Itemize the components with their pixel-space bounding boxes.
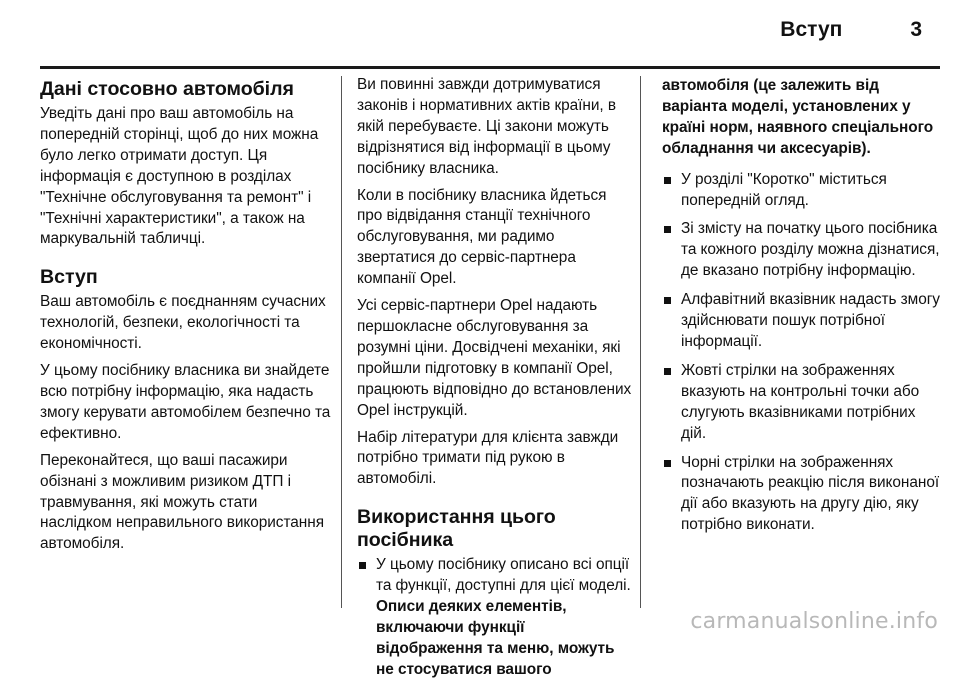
paragraph-intro-1: Ваш автомобіль є поєднанням сучасних технологій, безпеки, екологічності та економічності. (40, 293, 326, 353)
paragraph-laws: Ви повинні завжди дотримуватися законів і нормативних актів країни, в якій перебуваєте. Ці закони можуть відрізнятися від інформації в цьому посібнику власника. (357, 76, 616, 177)
bullet-text: У розділі "Коротко" міститься попередній огляд. (681, 170, 887, 209)
bullet-text: Алфавітний вказівник надасть змогу здійснювати пошук потрібної інформації. (681, 291, 940, 350)
bullet-text: Чорні стрілки на зображеннях позначають реакцію після виконаної дії або вказують на другу дію, яку потрібно виконати. (681, 453, 940, 534)
page-title: Вступ (780, 18, 843, 41)
square-bullet-icon (664, 460, 671, 467)
paragraph-literature: Набір літератури для клієнта завжди потрібно тримати під рукою в автомобілі. (357, 428, 619, 488)
bullet-text: Зі змісту на початку цього посібника та кожного розділу можна дізнатися, де вказано потрібну інформацію. (681, 220, 940, 280)
paragraph-intro-2: У цьому посібнику власника ви знайдете всю потрібну інформацію, яка надасть змогу керувати автомобілем безпечно та ефективно. (40, 362, 331, 442)
square-bullet-icon (664, 177, 671, 184)
column-2 (357, 75, 635, 689)
paragraph-intro-3: Переконайтеся, що ваші пасажири обізнані з можливим ризиком ДТП і травмування, які можуть стати наслідком неправильного використання автомобіля. (40, 451, 324, 553)
square-bullet-icon (664, 226, 671, 233)
column-divider-2 (640, 76, 641, 608)
page-header (40, 18, 922, 48)
paragraph-vehicle-data: Уведіть дані про ваш автомобіль на попередній сторінці, щоб до них можна було легко отримати доступ. Ця інформація є доступною в розділах "Технічне обслуговування та ремонт" і "Технічні характеристики", а також на маркувальній табличці. (40, 105, 319, 248)
paragraph-service-station: Коли в посібнику власника йдеться про відвідання станції технічного обслуговування, ми радимо звертатися до сервіс-партнера компанії Opel. (357, 186, 607, 288)
column-divider-1 (341, 76, 342, 608)
list-item (662, 219, 944, 282)
heading-vehicle-data: Дані стосовно автомобіля (40, 78, 294, 100)
column-1 (40, 75, 332, 561)
header-rule (40, 66, 940, 69)
bullet-text-bold: Описи деяких елементів, включаючи функції відображення та меню, можуть не стосуватися вашого (376, 598, 615, 678)
square-bullet-icon (359, 562, 366, 569)
list-item (662, 453, 944, 537)
bullet-text: У цьому посібнику описано всі опції та функції, доступні для цієї моделі. (376, 556, 631, 595)
square-bullet-icon (664, 368, 671, 375)
list-item (662, 361, 944, 445)
watermark: carmanualsonline.info (690, 609, 938, 634)
heading-using-manual: Використання цього посібника (357, 506, 556, 552)
column-3 (662, 76, 944, 544)
heading-introduction: Вступ (40, 266, 98, 289)
list-item (357, 555, 635, 680)
list-item (662, 290, 944, 353)
bullet-list-using (357, 555, 635, 680)
square-bullet-icon (664, 297, 671, 304)
page-number: 3 (910, 18, 922, 41)
paragraph-service-partners: Усі сервіс-партнери Opel надають першокласне обслуговування за розумні ціни. Досвідчені механіки, які пройшли підготовку в компанії Opel, працюють відповідно до встановлених Opel інструкцій. (357, 297, 632, 419)
bullet-text: Жовті стрілки на зображеннях вказують на контрольні точки або слугують вказівниками потрібних дій. (681, 361, 920, 442)
list-item (662, 170, 944, 212)
paragraph-continued-bold: автомобіля (це залежить від варіанта моделі, установлених у країні норм, наявного спеціального обладнання чи аксесуарів). (662, 77, 934, 157)
bullet-list-guide (662, 170, 944, 537)
